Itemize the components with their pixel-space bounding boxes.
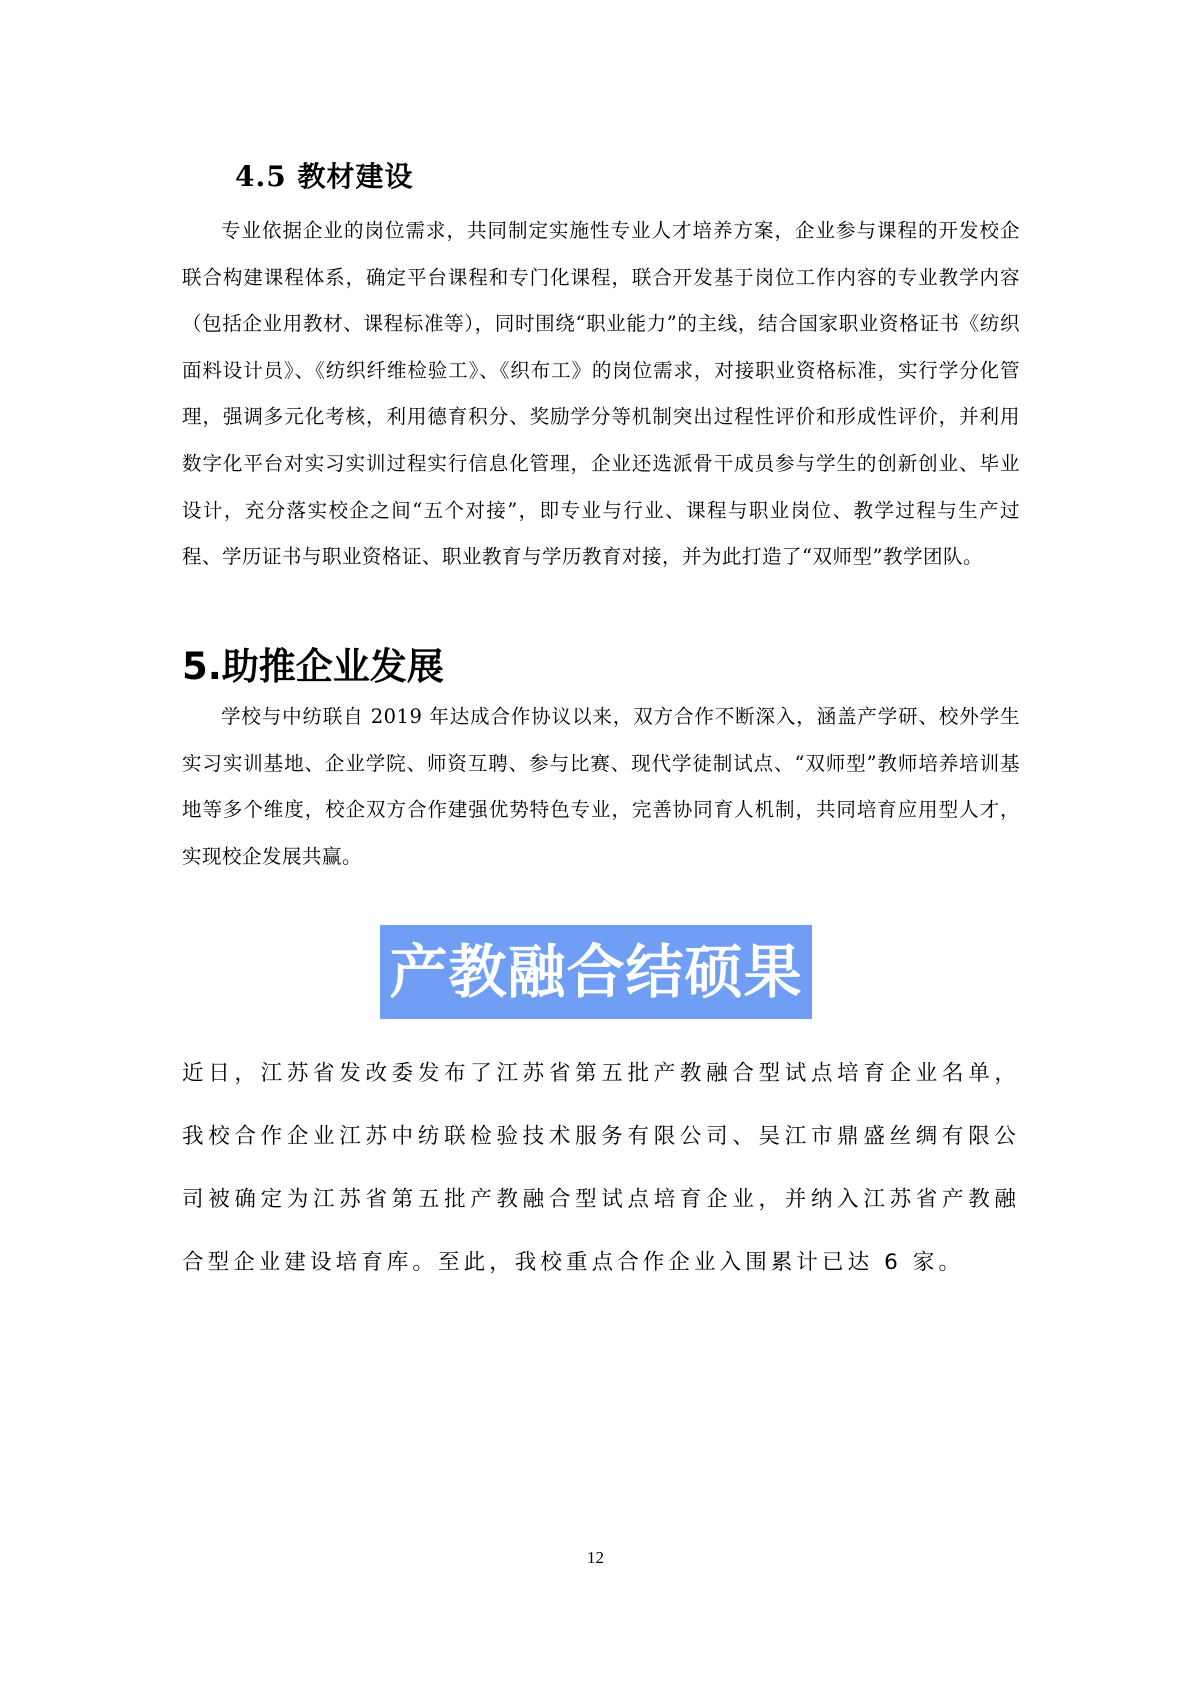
news-paragraph: 近日，江苏省发改委发布了江苏省第五批产教融合型试点培育企业名单，我校合作企业江苏中纺联检验技术服务有限公司、吴江市鼎盛丝绸有限公司被确定为江苏省第五批产教融合型试点培育企业，并纳入江苏省产教融合型企业建设培育库。至此，我校重点合作企业入围累计已达 6 家。 (182, 1061, 1020, 1275)
section-heading-4-5: 4.5 教材建设 (235, 160, 414, 193)
highlight-title-banner: 产教融合结硕果 (380, 925, 812, 1019)
enterprise-development-paragraph: 学校与中纺联自 2019 年达成合作协议以来，双方合作不断深入，涵盖产学研、校外学生实习实训基地、企业学院、师资互聘、参与比赛、现代学徒制试点、“双师型”教师培养培训基地等多个维度，校企双方合作建强优势特色专业，完善协同育人机制，共同培育应用型人才，实现校企发展共赢。 (182, 705, 1020, 868)
teaching-materials-paragraph: 专业依据企业的岗位需求，共同制定实施性专业人才培养方案，企业参与课程的开发校企联合构建课程体系，确定平台课程和专门化课程，联合开发基于岗位工作内容的专业教学内容（包括企业用教材、课程标准等），同时围绕“职业能力”的主线，结合国家职业资格证书《纺织面料设计员》、《纺织纤维检验工》、《织布工》的岗位需求，对接职业资格标准，实行学分化管理，强调多元化考核，利用德育积分、奖励学分等机制突出过程性评价和形成性评价，并利用数字化平台对实习实训过程实行信息化管理，企业还选派骨干成员参与学生的创新创业、毕业设计，充分落实校企之间“五个对接”，即专业与行业、课程与职业岗位、教学过程与生产过程、学历证书与职业资格证、职业教育与学历教育对接，并为此打造了“双师型”教学团队。 (182, 219, 1020, 569)
page-number: 12 (587, 1548, 604, 1567)
chapter-heading-5: 5.助推企业发展 (182, 645, 444, 688)
